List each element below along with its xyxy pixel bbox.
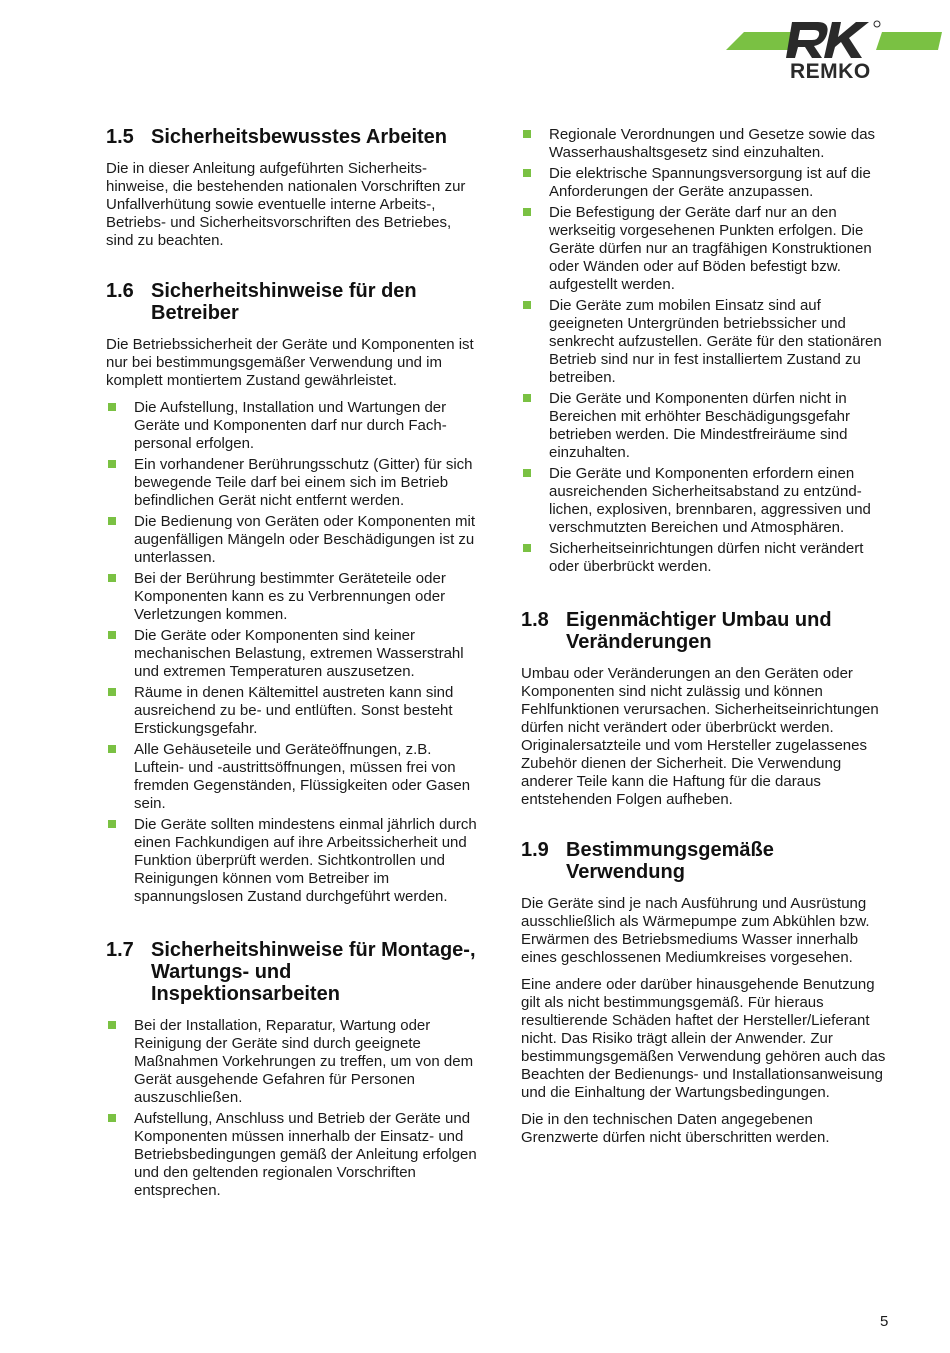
list-item: Die Bedienung von Geräten oder Komponenten mit augenfälligen Mängeln oder Beschädigungen ist zu unterlassen.	[106, 513, 478, 567]
bullet-list	[106, 399, 478, 906]
section-1-9	[521, 839, 893, 1147]
list-item: Regionale Verordnungen und Gesetze sowie das Wasserhaushaltsgesetz sind einzuhalten.	[521, 126, 893, 162]
right-column	[521, 126, 893, 1147]
remko-logo	[726, 20, 944, 86]
list-item: Die Geräte oder Komponenten sind keiner mechanischen Belastung, extremen Wasserstrahl und extremen Temperaturen auszusetzen.	[106, 627, 478, 681]
list-item: Die Aufstellung, Installation und Wartungen der Geräte und Komponenten darf nur durch Fachpersonal erfolgen.	[106, 399, 478, 453]
bullet-list	[106, 1017, 478, 1200]
section-paragraph: Eine andere oder darüber hinausgehende Benutzung gilt als nicht bestimmungsgemäß. Für hieraus resultierende Schäden haftet der Hersteller/Lieferant nicht. Das Risiko trägt allein der Anwender. Zur bestimmungsgemäßen Verwendung gehören auch das Beachten der Bedienungs- und Installationsanweisung und die Einhaltung der Wartungsbedingungen.	[521, 976, 886, 1101]
section-title: Sicherheitshinweise für Montage-, Wartungs- und Inspektionsarbeiten	[151, 939, 476, 1005]
section-title: Eigenmächtiger Umbau und Veränderungen	[566, 609, 832, 653]
bullet-square-icon	[523, 394, 531, 402]
list-item: Sicherheitseinrichtungen dürfen nicht verändert oder überbrückt werden.	[521, 540, 893, 576]
left-column	[106, 126, 478, 1203]
section-1-5	[106, 126, 478, 250]
section-1-7	[106, 939, 478, 1200]
bullet-square-icon	[108, 403, 116, 411]
bullet-square-icon	[523, 544, 531, 552]
section-title: Sicherheitsbewusstes Arbeiten	[151, 126, 448, 148]
list-item: Aufstellung, Anschluss und Betrieb der Geräte und Komponenten müssen innerhalb der Einsatz- und Betriebsbedingungen gemäß der Anleitung erfolgen und den geltenden regionalen Vorschriften entsprechen.	[106, 1110, 478, 1200]
bullet-square-icon	[108, 631, 116, 639]
list-item: Die Geräte zum mobilen Einsatz sind auf geeigneten Untergründen betriebssicher und senkrecht aufzustellen. Geräte für den stationären Betrieb sind nur in fest installiertem Zustand zu betreiben.	[521, 297, 893, 387]
section-number: 1.9	[521, 839, 549, 861]
section-heading	[521, 609, 893, 653]
list-item: Alle Gehäuseteile und Geräteöffnungen, z.B. Luftein- und -austrittsöffnungen, müssen frei von fremden Gegenständen, Flüssigkeiten oder Gasen sein.	[106, 741, 478, 813]
section-1-8	[521, 609, 893, 809]
bullet-list	[521, 126, 893, 576]
list-item: Bei der Installation, Reparatur, Wartung oder Reinigung der Geräte sind durch geeignete Maßnahmen Vorkehrungen zu treffen, um von dem Gerät ausgehende Gefahren für Personen auszuschließen.	[106, 1017, 478, 1107]
bullet-square-icon	[108, 517, 116, 525]
section-title: Bestimmungsgemäße Verwendung	[566, 839, 774, 883]
list-item: Bei der Berührung bestimmter Geräteteile oder Komponenten kann es zu Verbrennungen oder Verletzungen kommen.	[106, 570, 478, 624]
section-heading	[106, 280, 478, 324]
bullet-square-icon	[108, 745, 116, 753]
section-paragraph: Die in dieser Anleitung aufgeführten Sicherheitshinweise, die bestehenden nationalen Vorschriften zur Unfallverhütung sowie eventuelle interne Arbeits-, Betriebs- und Sicherheitsvorschriften des Betriebes, sind zu beachten.	[106, 160, 466, 249]
list-item: Die Geräte sollten mindestens einmal jährlich durch einen Fachkundigen auf ihre Arbeitssicherheit und Funktion überprüft werden. Sichtkontrollen und Reinigungen können vom Betreiber im spannungslosen Zustand durchgeführt werden.	[106, 816, 478, 906]
bullet-square-icon	[108, 820, 116, 828]
brand-name: REMKO	[790, 60, 871, 83]
section-paragraph: Die in den technischen Daten angegebenen Grenzwerte dürfen nicht überschritten werden.	[521, 1111, 830, 1146]
section-number: 1.8	[521, 609, 549, 631]
section-heading	[106, 126, 478, 148]
bullet-square-icon	[523, 130, 531, 138]
section-heading	[106, 939, 478, 1005]
bullet-square-icon	[523, 301, 531, 309]
section-number: 1.6	[106, 280, 134, 302]
section-paragraph: Umbau oder Veränderungen an den Geräten oder Komponenten sind nicht zulässig und können Fehlfunktionen verursachen. Sicherheitseinrichtungen dürfen nicht verändert oder überbrückt werden. Originalersatzteile und vom Hersteller zugelassenes Zubehör dienen der Sicherheit. Die Verwendung anderer Teile kann die Haftung für die daraus entstehenden Folgen aufheben.	[521, 665, 879, 808]
section-paragraph: Die Geräte sind je nach Ausführung und Ausrüstung ausschließlich als Wärmepumpe zum Abkühlen bzw. Erwärmen des Betriebsmediums Wasser innerhalb eines geschlossenen Mediumkreises vorgesehen.	[521, 895, 870, 966]
list-item: Ein vorhandener Berührungsschutz (Gitter) für sich bewegende Teile darf bei einem sich im Betrieb befindlichen Gerät nicht entfernt werden.	[106, 456, 478, 510]
bullet-square-icon	[523, 469, 531, 477]
bullet-square-icon	[108, 1114, 116, 1122]
bullet-square-icon	[523, 208, 531, 216]
section-paragraph: Die Betriebssicherheit der Geräte und Komponenten ist nur bei bestimmungsgemäßer Verwendung und im komplett montiertem Zustand gewährleistet.	[106, 336, 474, 389]
section-number: 1.7	[106, 939, 134, 961]
section-title: Sicherheitshinweise für den Betreiber	[151, 280, 417, 324]
section-number: 1.5	[106, 126, 134, 148]
list-item: Die Geräte und Komponenten dürfen nicht in Bereichen mit erhöhter Beschädigungsgefahr betrieben werden. Die Mindestfreiräume sind einzuhalten.	[521, 390, 893, 462]
section-heading	[521, 839, 893, 883]
list-item: Die Geräte und Komponenten erfordern einen ausreichenden Sicherheitsabstand zu entzündlichen, explosiven, brennbaren, aggressiven und verschmutzten Bereichen und Atmosphären.	[521, 465, 893, 537]
section-1-6	[106, 280, 478, 906]
list-item: Die elektrische Spannungsversorgung ist auf die Anforderungen der Geräte anzupassen.	[521, 165, 893, 201]
bullet-square-icon	[108, 688, 116, 696]
bullet-square-icon	[108, 460, 116, 468]
bullet-square-icon	[523, 169, 531, 177]
bullet-square-icon	[108, 574, 116, 582]
list-item: Die Befestigung der Geräte darf nur an den werkseitig vorgesehenen Punkten erfolgen. Die Geräte dürfen nur an tragfähigen Konstruktionen oder Wänden oder auf Böden befestigt bzw. aufgestellt werden.	[521, 204, 893, 294]
list-item: Räume in denen Kältemittel austreten kann sind ausreichend zu be- und entlüften. Sonst besteht Erstickungsgefahr.	[106, 684, 478, 738]
page-number: 5	[880, 1313, 889, 1330]
bullet-square-icon	[108, 1021, 116, 1029]
